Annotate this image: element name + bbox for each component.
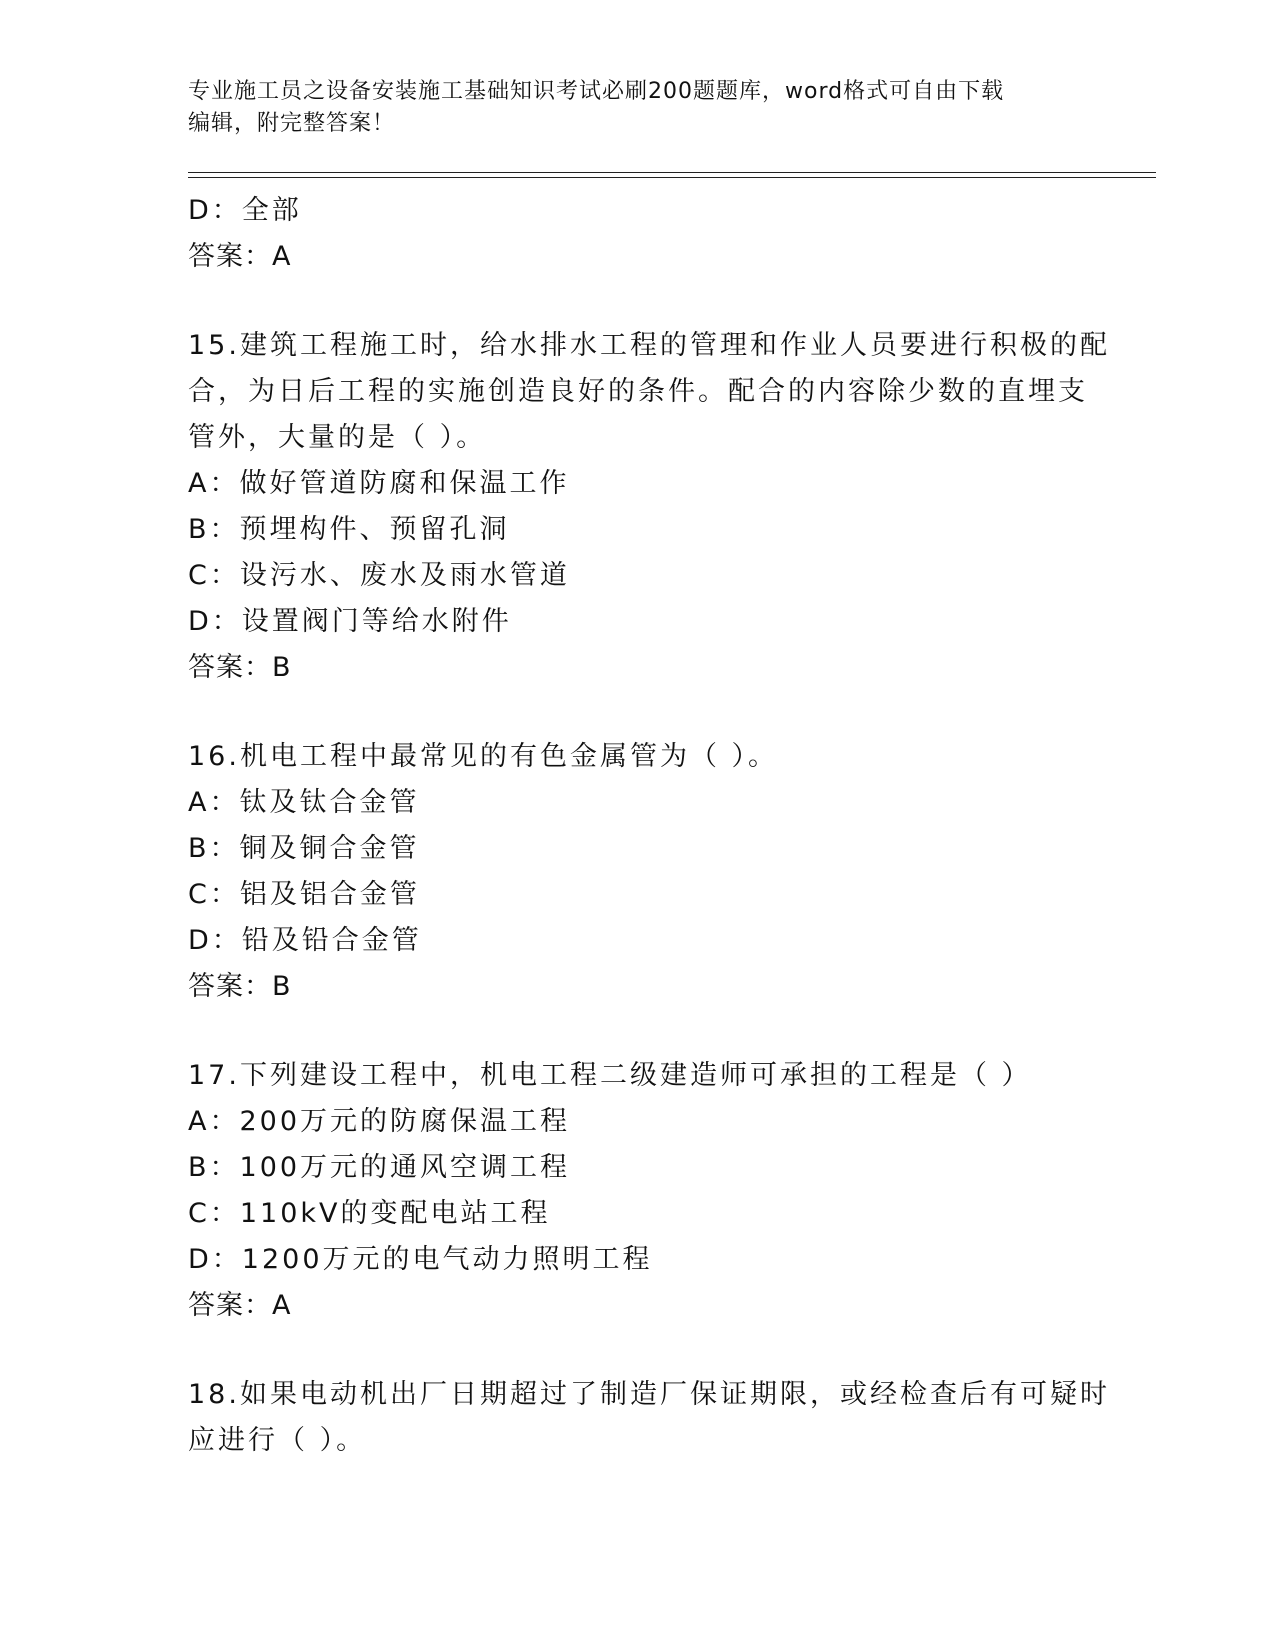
continued-question [188,188,1088,280]
answer-line: 答案：B [188,971,292,1002]
answer-line: 答案：B [188,652,292,683]
option-b: B：预埋构件、预留孔洞 [188,514,510,545]
header-divider-bottom [188,177,1156,178]
question-15 [188,323,1110,691]
option-a: A：钛及钛合金管 [188,787,420,818]
question-18 [188,1372,1110,1464]
question-stem: 应进行（ ）。 [188,1425,367,1456]
option-d: D：铅及铅合金管 [188,925,422,956]
question-stem: 18.如果电动机出厂日期超过了制造厂保证期限，或经检查后有可疑时 [188,1379,1110,1410]
question-stem: 16.机电工程中最常见的有色金属管为（ ）。 [188,741,779,772]
option-d: D：1200万元的电气动力照明工程 [188,1244,653,1275]
question-stem: 合，为日后工程的实施创造良好的条件。配合的内容除少数的直埋支 [188,376,1088,407]
option-c: C：110kV的变配电站工程 [188,1198,551,1229]
question-stem: 管外，大量的是（ ）。 [188,422,487,453]
option-d: D：全部 [188,195,302,226]
option-c: C：设污水、废水及雨水管道 [188,560,570,591]
option-b: B：铜及铜合金管 [188,833,420,864]
question-stem: 15.建筑工程施工时，给水排水工程的管理和作业人员要进行积极的配 [188,330,1110,361]
document-body [188,188,1110,1464]
document-header [188,76,1088,140]
header-title-line-2: 编辑，附完整答案！ [188,111,396,136]
option-d: D：设置阀门等给水附件 [188,606,512,637]
header-title-line-1: 专业施工员之设备安装施工基础知识考试必刷200题题库，word格式可自由下载 [188,79,1005,104]
question-stem: 17.下列建设工程中，机电工程二级建造师可承担的工程是（ ） [188,1060,1032,1091]
header-divider-top [188,172,1156,173]
question-17 [188,1053,1088,1329]
question-16 [188,734,1088,1010]
option-c: C：铝及铝合金管 [188,879,420,910]
answer-line: 答案：A [188,241,292,272]
answer-line: 答案：A [188,1290,292,1321]
option-a: A：200万元的防腐保温工程 [188,1106,571,1137]
option-a: A：做好管道防腐和保温工作 [188,468,570,499]
option-b: B：100万元的通风空调工程 [188,1152,571,1183]
